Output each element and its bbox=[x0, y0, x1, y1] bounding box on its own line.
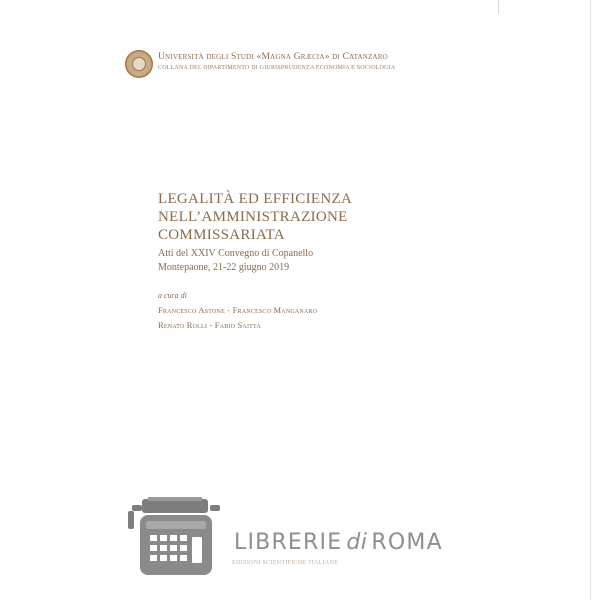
book-title bbox=[158, 190, 538, 244]
book-subtitle bbox=[158, 247, 518, 275]
book-title-line: NELL’AMMINISTRAZIONE bbox=[158, 209, 348, 225]
subtitle-line: Atti del XXIV Convegno di Copanello bbox=[158, 248, 314, 259]
curators-label: a cura di bbox=[158, 291, 187, 300]
watermark-brand-part: ROMA bbox=[371, 530, 443, 555]
curators-line: Francesco Astone - Francesco Manganaro bbox=[158, 305, 318, 315]
watermark-brand-part: di bbox=[346, 530, 368, 555]
university-name: Università degli Studi «Magna Græcia» di Catanzaro bbox=[158, 52, 388, 62]
university-seal-icon bbox=[125, 50, 153, 78]
watermark-brand bbox=[234, 530, 443, 556]
page-edge-divider bbox=[590, 0, 591, 600]
publisher-name: EDIZIONI SCIENTIFICHE ITALIANE bbox=[232, 560, 339, 566]
curators-line: Renato Rolli - Fabio Saitta bbox=[158, 320, 261, 330]
series-name: COLLANA DEL DIPARTIMENTO DI GIURISPRUDENZA ECONOMIA E SOCIOLOGIA bbox=[158, 65, 396, 71]
typewriter-icon bbox=[128, 497, 226, 579]
seal-inner-ring bbox=[132, 57, 146, 71]
crop-mark bbox=[498, 0, 499, 14]
book-title-line: COMMISSARIATA bbox=[158, 227, 285, 243]
subtitle-line: Montepaone, 21-22 giugno 2019 bbox=[158, 262, 290, 273]
curators-list bbox=[158, 303, 538, 333]
watermark-brand-part: LIBRERIE bbox=[234, 530, 343, 555]
book-title-line: LEGALITÀ ED EFFICIENZA bbox=[158, 191, 353, 207]
